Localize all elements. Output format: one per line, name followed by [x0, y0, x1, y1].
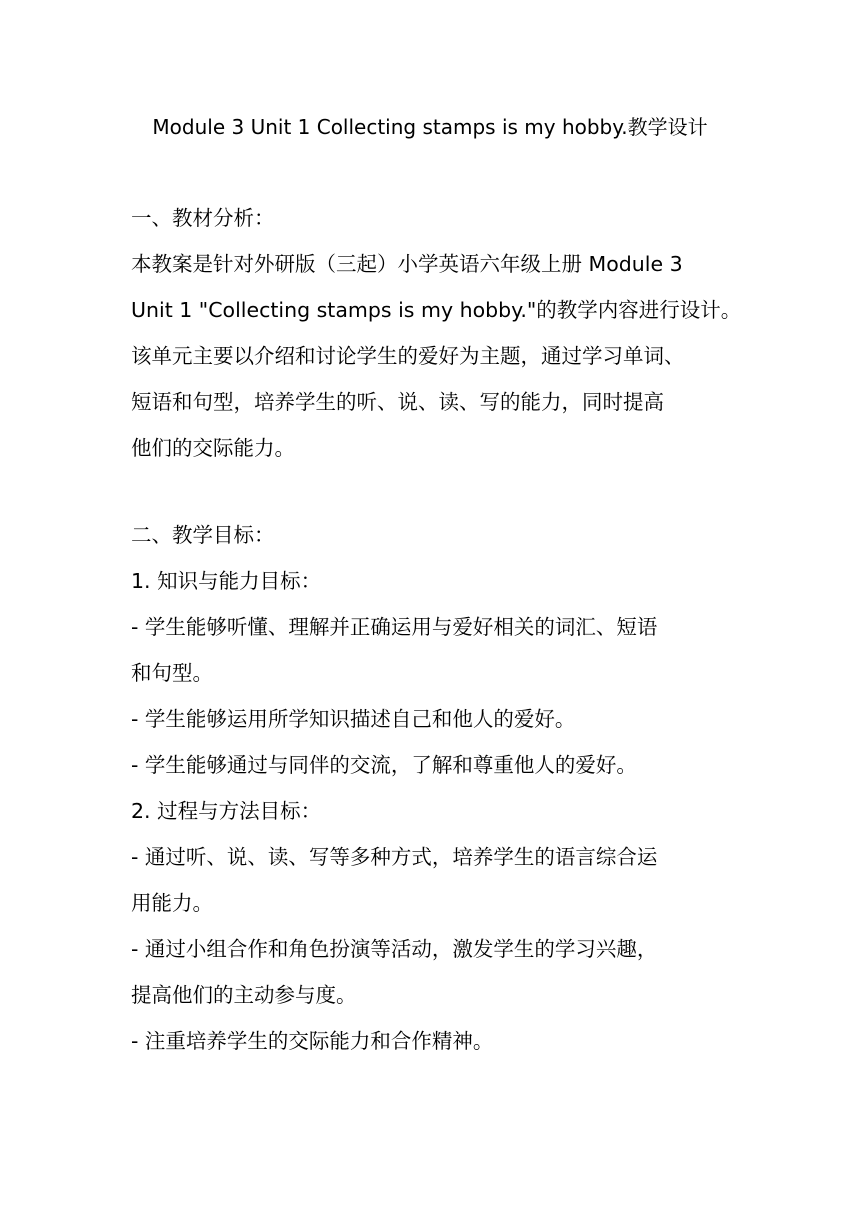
list-item: - 学生能够通过与同伴的交流，了解和尊重他人的爱好。 — [131, 753, 637, 777]
subheading-process-method: 2. 过程与方法目标： — [131, 799, 322, 823]
list-item: - 学生能够听懂、理解并正确运用与爱好相关的词汇、短语 — [131, 615, 658, 639]
paragraph-line: Unit 1 "Collecting stamps is my hobby."的教学内容进行设计。 — [131, 298, 742, 322]
list-item-continuation: 和句型。 — [131, 661, 213, 685]
list-item-continuation: 提高他们的主动参与度。 — [131, 983, 357, 1007]
list-item: - 通过听、说、读、写等多种方式，培养学生的语言综合运 — [131, 845, 658, 869]
list-item: - 学生能够运用所学知识描述自己和他人的爱好。 — [131, 707, 576, 731]
section-heading-textbook-analysis: 一、教材分析： — [131, 206, 275, 230]
paragraph-line: 该单元主要以介绍和讨论学生的爱好为主题，通过学习单词、 — [131, 344, 685, 368]
list-item: - 通过小组合作和角色扮演等活动，激发学生的学习兴趣， — [131, 937, 658, 961]
list-item-continuation: 用能力。 — [131, 891, 213, 915]
paragraph-line: 他们的交际能力。 — [131, 436, 295, 460]
section-heading-teaching-objectives: 二、教学目标： — [131, 523, 275, 547]
paragraph-line: 短语和句型，培养学生的听、说、读、写的能力，同时提高 — [131, 390, 664, 414]
list-item: - 注重培养学生的交际能力和合作精神。 — [131, 1029, 494, 1053]
document-title: Module 3 Unit 1 Collecting stamps is my hobby.教学设计 — [152, 115, 708, 139]
subheading-knowledge-ability: 1. 知识与能力目标： — [131, 569, 322, 593]
paragraph-line: 本教案是针对外研版（三起）小学英语六年级上册 Module 3 — [131, 252, 683, 276]
